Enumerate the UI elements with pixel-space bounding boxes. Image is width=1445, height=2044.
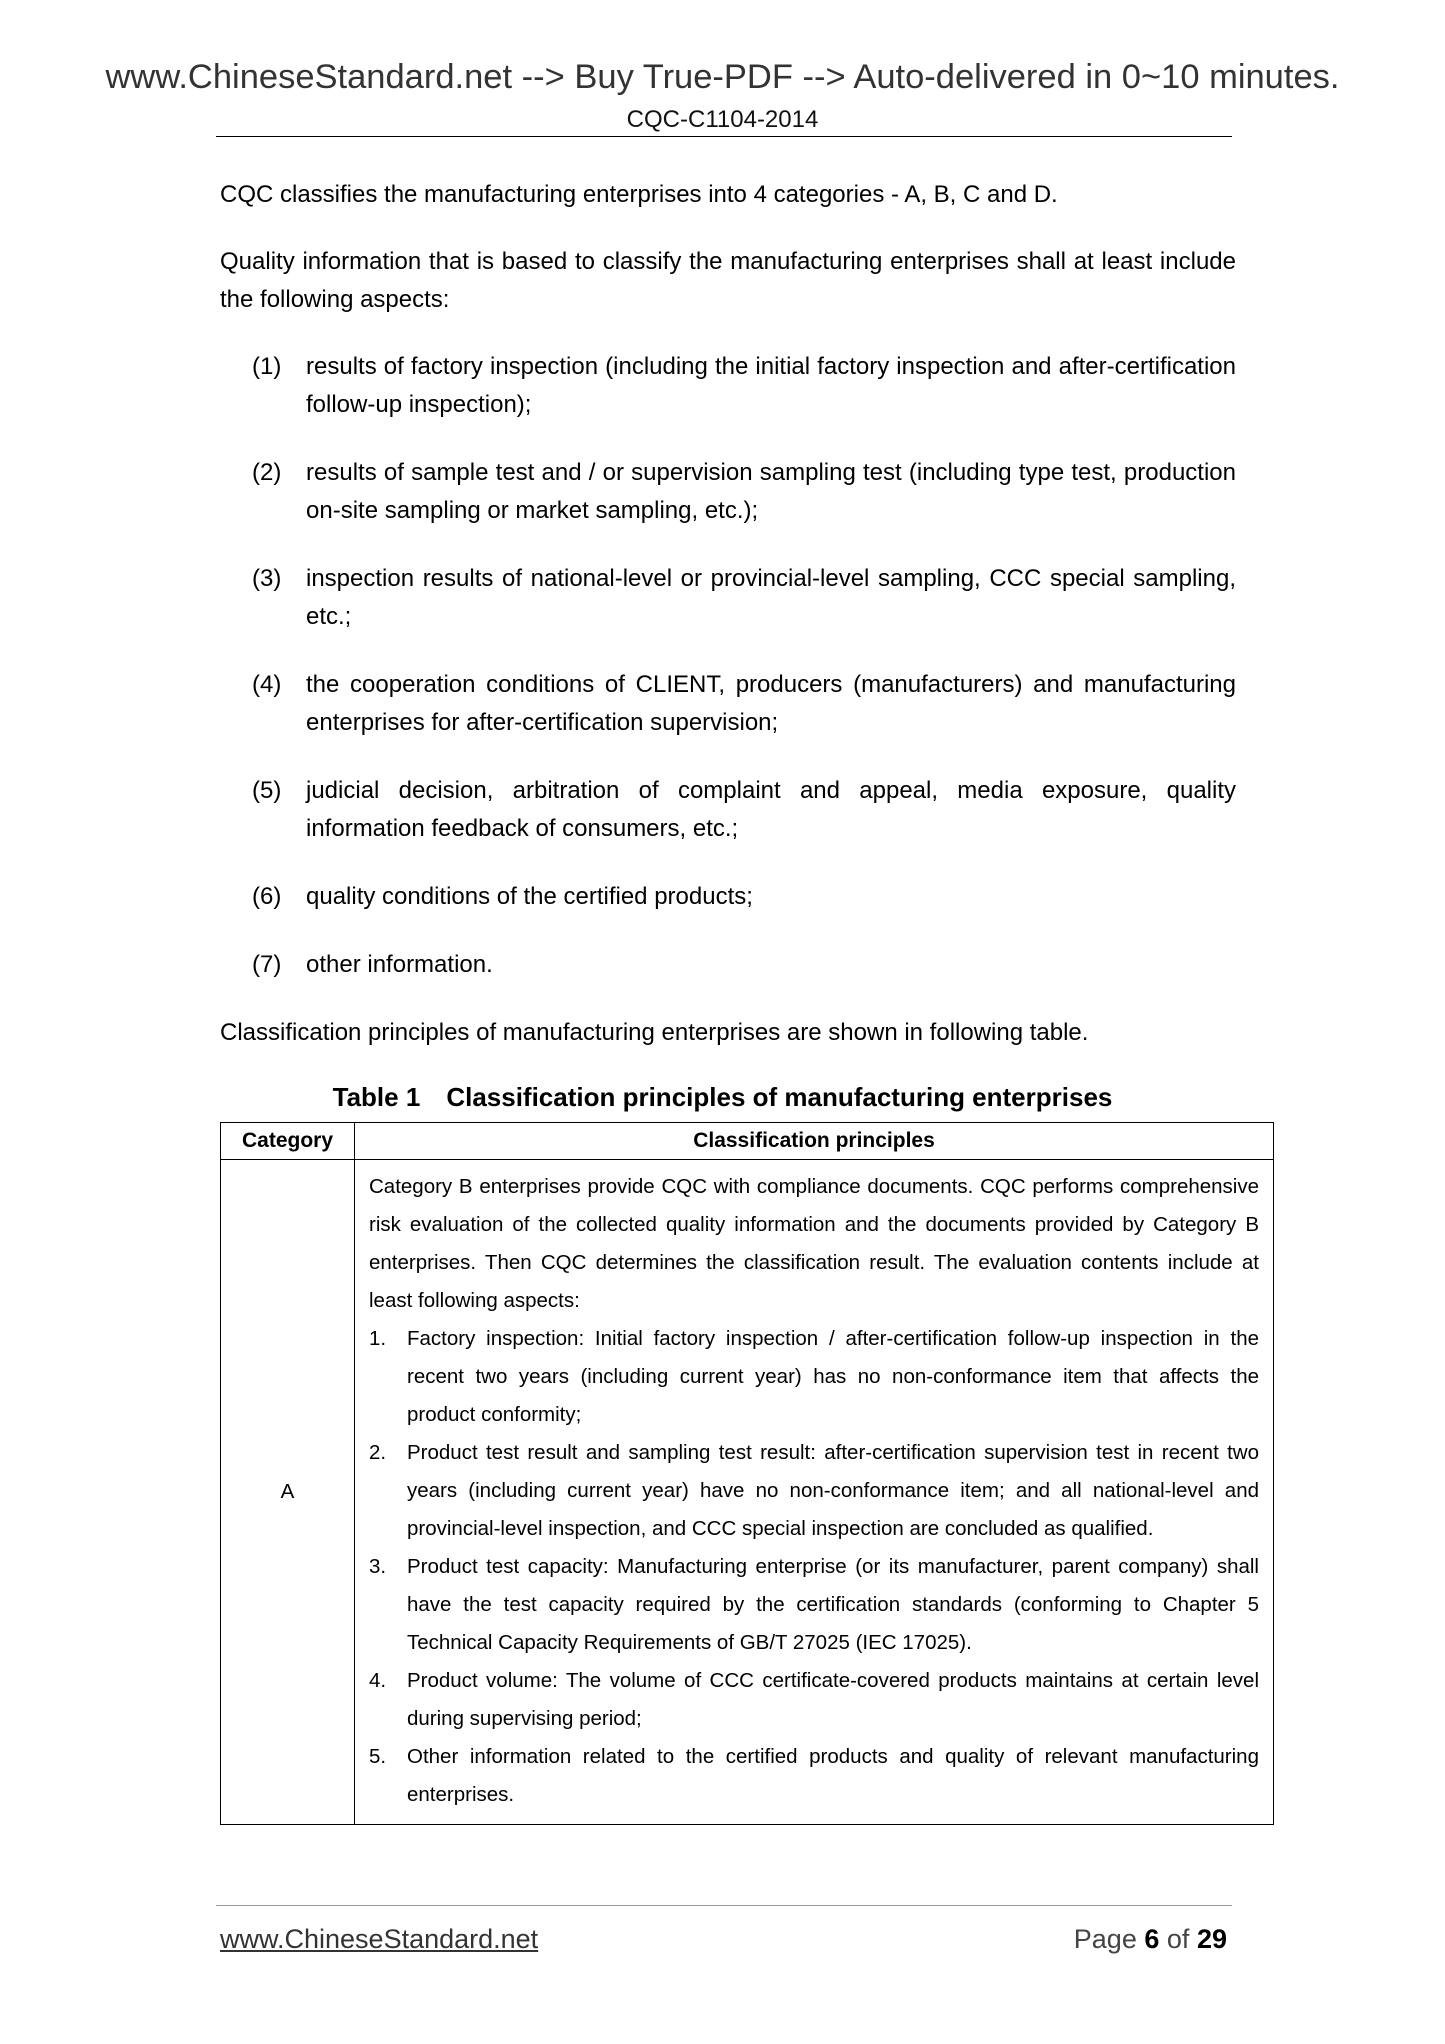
header-divider [216,136,1232,137]
table-row [221,1160,1274,1825]
aspect-number: (6) [252,883,282,910]
table-header-row [221,1123,1274,1160]
aspect-text: results of sample test and / or supervision sampling test (including type test, production on-site sampling or market sampling, etc.); [306,459,1236,524]
aspect-item-7 [252,946,1236,984]
site-banner: www.ChineseStandard.net --> Buy True-PDF --> Auto-delivered in 0~10 minutes. [105,58,1340,96]
criteria-number: 3. [369,1555,387,1578]
criteria-item [369,1434,1259,1548]
criteria-item [369,1320,1259,1434]
aspect-number: (1) [252,353,282,380]
footer-divider [216,1905,1232,1906]
aspect-number: (4) [252,671,282,698]
aspect-text: other information. [306,951,493,978]
column-header-principles: Classification principles [355,1123,1274,1160]
page-prefix: Page [1073,1924,1137,1954]
aspect-item-6 [252,878,1236,916]
table-caption-title: Classification principles of manufacturing enterprises [446,1082,1113,1112]
aspect-number: (7) [252,951,282,978]
criteria-number: 5. [369,1745,387,1768]
quality-info-paragraph: Quality information that is based to classify the manufacturing enterprises shall at least include the following aspects: [220,248,1236,313]
page-of: of [1166,1924,1190,1954]
criteria-item [369,1662,1259,1738]
criteria-item [369,1738,1259,1814]
aspect-item-2 [252,454,1236,530]
principles-cell [355,1160,1274,1825]
aspect-text: inspection results of national-level or provincial-level sampling, CCC special sampling, etc.; [306,565,1236,630]
criteria-number: 2. [369,1441,387,1464]
aspect-number: (2) [252,459,282,486]
document-number: CQC-C1104-2014 [626,106,819,133]
classification-table [220,1122,1274,1825]
criteria-list [369,1320,1259,1814]
category-cell: A [221,1160,355,1825]
intro-paragraph: CQC classifies the manufacturing enterprises into 4 categories - A, B, C and D. [220,181,1058,208]
aspect-text: judicial decision, arbitration of complaint and appeal, media exposure, quality information feedback of consumers, etc.; [306,777,1236,842]
aspect-number: (5) [252,777,282,804]
table-caption-number: Table 1 [332,1082,421,1112]
aspect-number: (3) [252,565,282,592]
aspect-item-4 [252,666,1236,742]
criteria-text: Product volume: The volume of CCC certificate-covered products maintains at certain level during supervising period; [407,1669,1259,1730]
aspect-item-5 [252,772,1236,848]
aspect-item-3 [252,560,1236,636]
criteria-text: Product test result and sampling test result: after-certification supervision test in recent two years (including current year) have no non-conformance item; and all national-level and provincial-level inspection, and CCC special inspection are concluded as qualified. [407,1441,1259,1540]
criteria-number: 4. [369,1669,387,1692]
criteria-text: Other information related to the certified products and quality of relevant manufacturing enterprises. [407,1745,1259,1806]
table-caption [0,1082,1445,1113]
footer-site-link[interactable]: www.ChineseStandard.net [220,1924,539,1954]
page-current: 6 [1144,1924,1160,1954]
page-total: 29 [1196,1924,1227,1954]
criteria-number: 1. [369,1327,387,1350]
criteria-text: Product test capacity: Manufacturing enterprise (or its manufacturer, parent company) shall have the test capacity required by the certification standards (conforming to Chapter 5 Technical Capacity Requirements of GB/T 27025 (IEC 17025). [407,1555,1259,1654]
column-header-category: Category [221,1123,355,1160]
page-indicator [1074,1924,1227,1955]
principles-intro: Category B enterprises provide CQC with compliance documents. CQC performs comprehensive risk evaluation of the collected quality information and the documents provided by Category B enterprises. Then CQC determines the classification result. The evaluation contents include at least following aspects: [369,1175,1259,1312]
criteria-text: Factory inspection: Initial factory inspection / after-certification follow-up inspection in the recent two years (including current year) has no non-conformance item that affects the product conformity; [407,1327,1259,1426]
criteria-item [369,1548,1259,1662]
aspect-item-1 [252,348,1236,424]
aspect-text: quality conditions of the certified products; [306,883,753,910]
table-intro-paragraph: Classification principles of manufacturing enterprises are shown in following table. [220,1019,1089,1046]
aspect-text: results of factory inspection (including the initial factory inspection and after-certification follow-up inspection); [306,353,1236,418]
aspect-text: the cooperation conditions of CLIENT, producers (manufacturers) and manufacturing enterprises for after-certification supervision; [306,671,1236,736]
